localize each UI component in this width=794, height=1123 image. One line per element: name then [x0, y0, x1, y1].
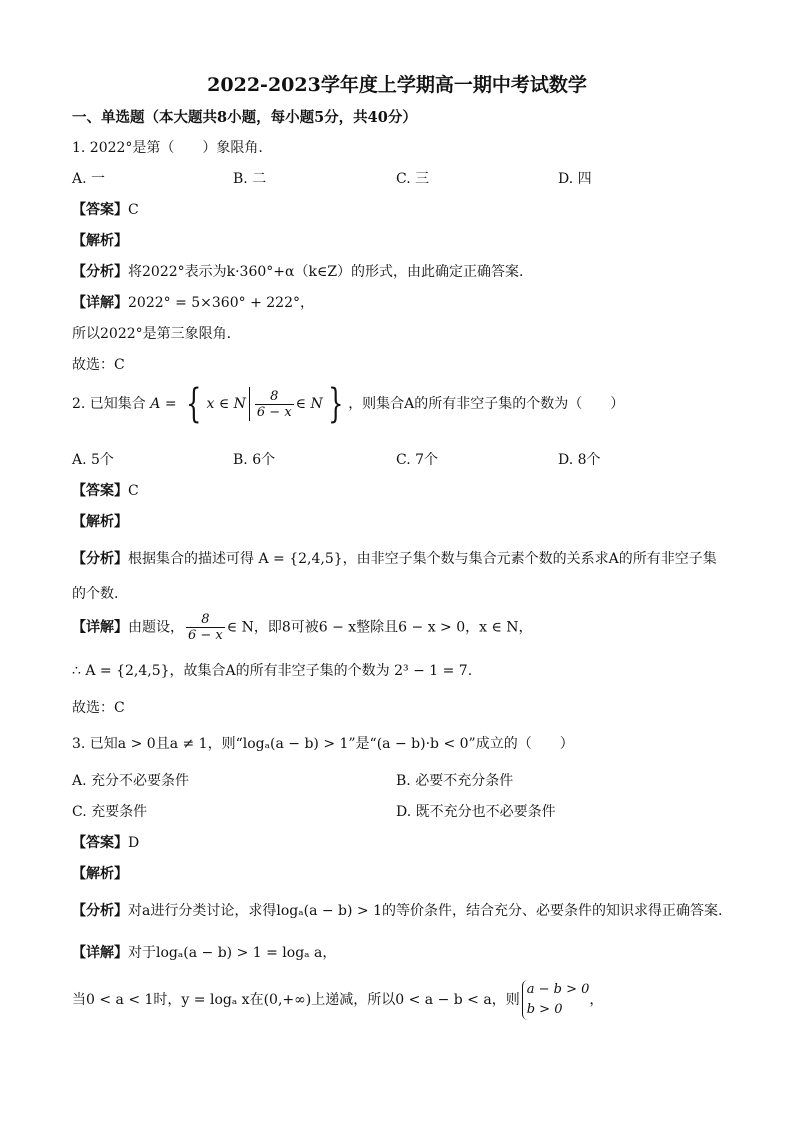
q1-fenxi-line	[72, 261, 524, 281]
q3-stem: 3. 已知a > 0且a ≠ 1，则“logₐ(a − b) > 1”是“(a − b)·b < 0”成立的（ ）	[72, 736, 574, 752]
jiexi-tag: 【解析】	[72, 514, 128, 530]
q3-detail-2	[72, 980, 603, 1020]
q1-option-c: C. 三	[396, 171, 430, 187]
q3-detail-2-pre: 当0 < a < 1时，y = logₐ x在(0,+∞)上递减，所以0 < a − b < a，则	[72, 992, 520, 1008]
q3-fenxi: 对a进行分类讨论，求得logₐ(a − b) > 1的等价条件，结合充分、必要条件的知识求得正确答案.	[128, 903, 723, 919]
q2-detail-pre: 由题设，	[128, 619, 184, 636]
xiangjie-tag: 【详解】	[72, 619, 128, 636]
q2-fenxi: 根据集合的描述可得 A = {2,4,5}，由非空子集个数与集合元素个数的关系求A的所有非空子集	[128, 551, 717, 567]
q1-option-a: A. 一	[72, 171, 106, 187]
q1-answer-line	[72, 199, 139, 219]
q3-case-1: a − b > 0	[526, 982, 590, 997]
q3-option-d: D. 既不充分也不必要条件	[396, 804, 556, 820]
q1-conclusion: 故选：C	[72, 357, 125, 373]
jiexi-tag: 【解析】	[72, 866, 128, 882]
q1-stem: 1. 2022°是第（ ）象限角.	[72, 140, 263, 156]
q3-option-b: B. 必要不充分条件	[396, 773, 514, 789]
q1-answer: C	[128, 202, 139, 218]
fenxi-tag: 【分析】	[72, 903, 128, 919]
q3-option-c: C. 充要条件	[72, 804, 148, 820]
q2-set-element: x ∈ N	[206, 396, 246, 412]
q2-jiexi-line	[72, 511, 128, 531]
q3-case-2: b > 0	[526, 1002, 563, 1017]
q2-answer: C	[128, 483, 139, 499]
q3-option-a: A. 充分不必要条件	[72, 773, 190, 789]
q2-answer-line	[72, 480, 139, 500]
q2-set-fraction: $\frac{8}{6 - x}$	[256, 388, 292, 420]
q2-fenxi-2: 的个数.	[72, 586, 119, 602]
jiexi-tag: 【解析】	[72, 233, 128, 249]
xiangjie-tag: 【详解】	[72, 945, 128, 961]
answer-tag: 【答案】	[72, 202, 128, 218]
q1-fenxi: 将2022°表示为k·360°+α（k∈Z）的形式，由此确定正确答案.	[128, 264, 524, 280]
q1-detail-line	[72, 292, 314, 312]
q2-option-d: D. 8个	[558, 452, 601, 468]
q3-answer-line	[72, 832, 139, 852]
xiangjie-tag: 【详解】	[72, 295, 128, 311]
q2-option-b: B. 6个	[233, 452, 276, 468]
answer-tag: 【答案】	[72, 835, 128, 851]
q2-option-a: A. 5个	[72, 452, 114, 468]
q2-set-name: A =	[150, 396, 182, 412]
q3-detail-2-post: ，	[589, 992, 604, 1008]
q1-option-b: B. 二	[233, 171, 267, 187]
section-heading: 一、单选题（本大题共8小题，每小题5分，共40分）	[72, 109, 417, 126]
q2-stem	[72, 381, 625, 427]
q3-fenxi-line	[72, 900, 722, 920]
q3-detail: 对于logₐ(a − b) > 1 = logₐ a，	[128, 945, 337, 961]
q2-stem-pre: 2. 已知集合	[72, 396, 146, 412]
q3-answer: D	[128, 835, 140, 851]
q2-conclusion: 故选：C	[72, 700, 125, 716]
q2-option-c: C. 7个	[396, 452, 439, 468]
fenxi-tag: 【分析】	[72, 551, 128, 567]
right-brace: }	[327, 381, 344, 427]
q2-detail-2: ∴ A = {2,4,5}，故集合A的所有非空子集的个数为 2³ − 1 = 7.	[72, 663, 473, 679]
q2-detail-fraction: $\frac{8}{6 - x}$	[188, 612, 223, 643]
answer-tag: 【答案】	[72, 483, 128, 499]
q3-detail-line	[72, 942, 336, 962]
q1-option-d: D. 四	[558, 171, 592, 187]
page-title: 2022-2023学年度上学期高一期中考试数学	[207, 74, 587, 96]
q1-detail: 2022° = 5×360° + 222°，	[128, 295, 314, 311]
q2-detail-post: ∈ N，即8可被6 − x整除且6 − x > 0，x ∈ N，	[226, 619, 533, 636]
set-divider	[249, 387, 250, 421]
q1-detail-2: 所以2022°是第三象限角.	[72, 326, 232, 342]
q2-stem-post: ，则集合A的所有非空子集的个数为（ ）	[348, 396, 625, 412]
q1-jiexi-line	[72, 230, 128, 250]
q2-fenxi-line	[72, 548, 717, 568]
q3-case-system	[522, 980, 590, 1020]
fenxi-tag: 【分析】	[72, 264, 128, 280]
q2-set-tail: ∈ N	[295, 396, 323, 412]
q3-jiexi-line	[72, 863, 128, 883]
q2-detail-line	[72, 612, 533, 643]
left-brace: {	[186, 381, 202, 427]
